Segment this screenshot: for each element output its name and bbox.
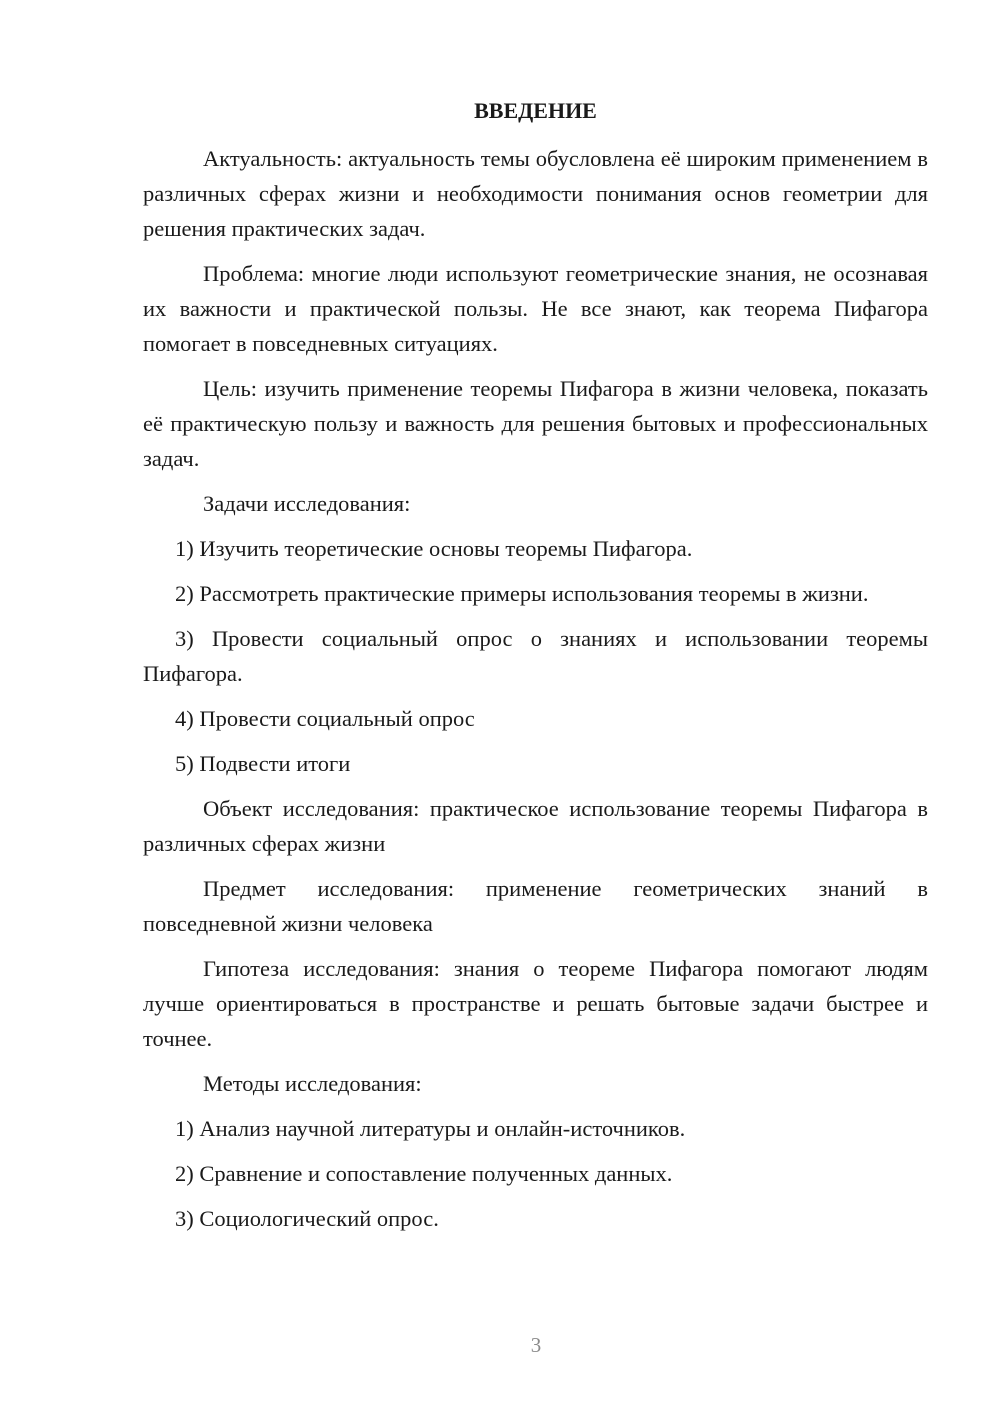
- page-content: [143, 95, 928, 1246]
- problem-paragraph: Проблема: многие люди используют геометрические знания, не осознавая их важности и практической пользы. Не все знают, как теорема Пифагора помогает в повседневных ситуациях.: [143, 261, 928, 356]
- task-item: 3) Провести социальный опрос о знаниях и использовании теоремы Пифагора.: [143, 626, 928, 686]
- task-item: 4) Провести социальный опрос: [175, 706, 475, 731]
- subject-paragraph: Предмет исследования: применение геометрических знаний в повседневной жизни человека: [143, 876, 928, 936]
- hypothesis-paragraph: Гипотеза исследования: знания о теореме Пифагора помогают людям лучше ориентироваться в пространстве и решать бытовые задачи быстрее и точнее.: [143, 956, 928, 1051]
- methods-heading: Методы исследования:: [203, 1071, 422, 1096]
- section-heading: ВВЕДЕНИЕ: [474, 98, 597, 123]
- tasks-heading: Задачи исследования:: [203, 491, 411, 516]
- method-item: 3) Социологический опрос.: [175, 1206, 439, 1231]
- page-number: 3: [530, 1333, 542, 1357]
- task-item: 1) Изучить теоретические основы теоремы Пифагора.: [175, 536, 693, 561]
- relevance-paragraph: Актуальность: актуальность темы обусловлена её широким применением в различных сферах жизни и необходимости понимания основ геометрии для решения практических задач.: [143, 146, 928, 241]
- goal-paragraph: Цель: изучить применение теоремы Пифагора в жизни человека, показать её практическую пользу и важность для решения бытовых и профессиональных задач.: [143, 376, 928, 471]
- object-paragraph: Объект исследования: практическое использование теоремы Пифагора в различных сферах жизни: [143, 796, 928, 856]
- task-item: 5) Подвести итоги: [175, 751, 351, 776]
- task-item: 2) Рассмотреть практические примеры использования теоремы в жизни.: [175, 581, 869, 606]
- method-item: 2) Сравнение и сопоставление полученных данных.: [175, 1161, 673, 1186]
- method-item: 1) Анализ научной литературы и онлайн-источников.: [175, 1116, 686, 1141]
